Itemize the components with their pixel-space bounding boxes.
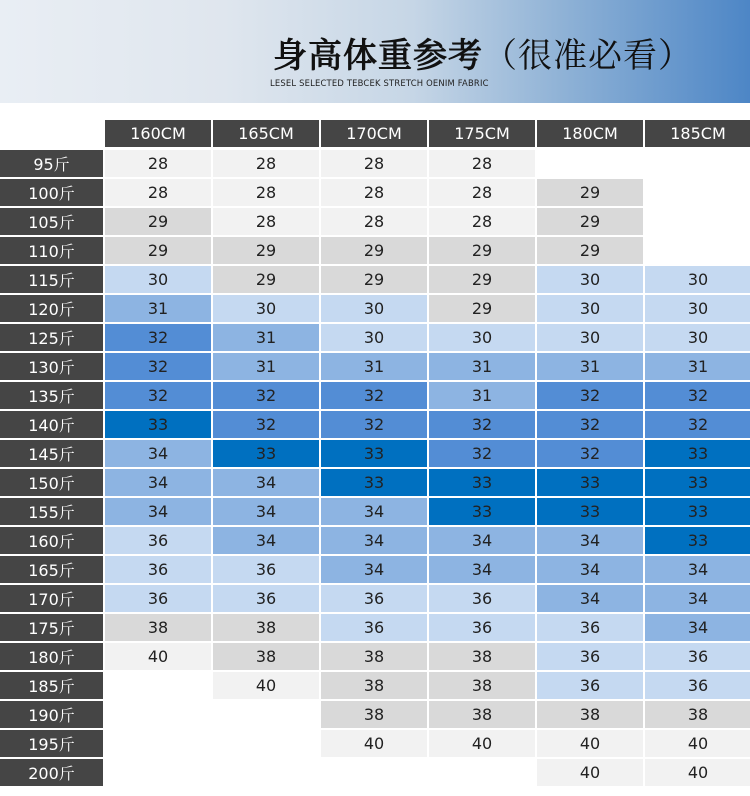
size-cell: 34 (429, 556, 535, 583)
size-cell (105, 701, 211, 728)
size-cell: 34 (645, 585, 750, 612)
size-cell: 29 (429, 237, 535, 264)
size-cell: 40 (105, 643, 211, 670)
weight-label-cell: 185斤 (0, 672, 103, 699)
size-cell: 36 (213, 585, 319, 612)
size-cell: 36 (321, 585, 427, 612)
size-cell: 36 (213, 556, 319, 583)
weight-label-cell: 115斤 (0, 266, 103, 293)
size-cell: 30 (105, 266, 211, 293)
size-cell: 33 (105, 411, 211, 438)
size-cell: 38 (537, 701, 643, 728)
size-cell: 38 (213, 643, 319, 670)
size-cell: 38 (429, 643, 535, 670)
size-cell: 32 (105, 324, 211, 351)
size-cell: 40 (537, 759, 643, 786)
height-header-cell: 160CM (105, 120, 211, 147)
size-cell: 29 (213, 237, 319, 264)
size-cell: 38 (321, 643, 427, 670)
size-cell: 40 (321, 730, 427, 757)
size-cell: 30 (537, 295, 643, 322)
size-cell: 31 (213, 353, 319, 380)
weight-label-cell: 135斤 (0, 382, 103, 409)
size-cell: 32 (645, 382, 750, 409)
size-cell: 31 (321, 353, 427, 380)
size-cell: 30 (537, 324, 643, 351)
size-cell: 28 (213, 208, 319, 235)
size-cell: 31 (213, 324, 319, 351)
size-cell: 30 (321, 295, 427, 322)
size-cell: 30 (645, 324, 750, 351)
size-cell: 34 (321, 556, 427, 583)
size-cell: 38 (321, 672, 427, 699)
size-cell (645, 179, 750, 206)
size-cell: 34 (537, 585, 643, 612)
size-cell: 38 (429, 701, 535, 728)
size-cell: 29 (105, 237, 211, 264)
size-cell: 29 (537, 208, 643, 235)
size-cell (645, 150, 750, 177)
size-cell (645, 237, 750, 264)
size-cell (105, 672, 211, 699)
size-cell: 34 (321, 527, 427, 554)
size-cell: 32 (105, 353, 211, 380)
size-cell: 31 (429, 382, 535, 409)
weight-label-cell: 175斤 (0, 614, 103, 641)
size-cell: 40 (537, 730, 643, 757)
size-cell: 30 (429, 324, 535, 351)
size-cell: 36 (645, 643, 750, 670)
size-cell: 40 (213, 672, 319, 699)
size-cell: 30 (645, 295, 750, 322)
size-cell: 32 (537, 382, 643, 409)
size-cell: 34 (105, 469, 211, 496)
size-cell: 29 (321, 237, 427, 264)
size-cell: 38 (213, 614, 319, 641)
size-cell: 38 (105, 614, 211, 641)
size-cell: 32 (213, 411, 319, 438)
size-cell: 32 (321, 382, 427, 409)
size-cell: 32 (537, 411, 643, 438)
size-cell: 33 (645, 440, 750, 467)
height-header-cell: 170CM (321, 120, 427, 147)
size-cell: 28 (321, 208, 427, 235)
size-cell: 36 (105, 585, 211, 612)
size-cell: 34 (213, 469, 319, 496)
size-cell: 29 (105, 208, 211, 235)
size-cell (213, 701, 319, 728)
size-cell: 28 (429, 208, 535, 235)
title-banner (0, 0, 750, 103)
size-cell: 32 (321, 411, 427, 438)
size-cell (645, 208, 750, 235)
size-cell: 30 (537, 266, 643, 293)
size-cell: 34 (213, 527, 319, 554)
size-cell: 34 (645, 614, 750, 641)
size-cell: 32 (213, 382, 319, 409)
weight-label-cell: 180斤 (0, 643, 103, 670)
size-cell: 36 (105, 527, 211, 554)
size-cell: 28 (429, 150, 535, 177)
size-cell: 31 (429, 353, 535, 380)
size-cell: 29 (429, 295, 535, 322)
size-cell: 40 (645, 759, 750, 786)
size-cell: 29 (537, 179, 643, 206)
size-cell (321, 759, 427, 786)
weight-label-cell: 160斤 (0, 527, 103, 554)
size-cell: 28 (105, 150, 211, 177)
size-cell (537, 150, 643, 177)
size-cell: 34 (105, 498, 211, 525)
size-cell: 33 (321, 440, 427, 467)
size-cell (105, 759, 211, 786)
size-cell: 34 (537, 527, 643, 554)
size-cell: 36 (537, 643, 643, 670)
size-cell: 33 (537, 498, 643, 525)
weight-label-cell: 170斤 (0, 585, 103, 612)
size-cell: 30 (645, 266, 750, 293)
size-cell: 28 (213, 150, 319, 177)
weight-label-cell: 150斤 (0, 469, 103, 496)
size-cell: 36 (321, 614, 427, 641)
size-cell: 32 (537, 440, 643, 467)
size-cell: 34 (645, 556, 750, 583)
size-cell: 29 (429, 266, 535, 293)
title-sub: （很准必看） (483, 36, 693, 76)
size-cell (429, 759, 535, 786)
weight-label-cell: 100斤 (0, 179, 103, 206)
size-cell: 28 (429, 179, 535, 206)
size-cell: 33 (321, 469, 427, 496)
size-cell: 31 (645, 353, 750, 380)
size-cell: 33 (645, 469, 750, 496)
size-cell: 32 (105, 382, 211, 409)
title-caption: LESEL SELECTED TEBCEK STRETCH OENIM FABRIC (270, 78, 489, 88)
size-cell: 36 (537, 614, 643, 641)
size-cell: 32 (429, 411, 535, 438)
size-cell: 29 (537, 237, 643, 264)
weight-label-cell: 190斤 (0, 701, 103, 728)
size-cell: 28 (213, 179, 319, 206)
weight-label-cell: 95斤 (0, 150, 103, 177)
size-cell: 38 (429, 672, 535, 699)
size-cell: 28 (321, 150, 427, 177)
weight-label-cell: 140斤 (0, 411, 103, 438)
weight-label-cell: 145斤 (0, 440, 103, 467)
weight-label-cell: 130斤 (0, 353, 103, 380)
size-cell: 29 (213, 266, 319, 293)
size-cell: 36 (537, 672, 643, 699)
size-cell: 40 (645, 730, 750, 757)
size-cell: 32 (429, 440, 535, 467)
size-cell: 36 (429, 614, 535, 641)
size-cell: 34 (321, 498, 427, 525)
size-cell: 28 (105, 179, 211, 206)
size-cell (213, 759, 319, 786)
weight-label-cell: 120斤 (0, 295, 103, 322)
page-title (273, 28, 693, 77)
size-cell: 34 (105, 440, 211, 467)
size-cell: 28 (321, 179, 427, 206)
size-cell: 31 (537, 353, 643, 380)
size-cell: 30 (213, 295, 319, 322)
size-cell: 33 (213, 440, 319, 467)
height-header-cell: 180CM (537, 120, 643, 147)
size-cell: 36 (429, 585, 535, 612)
size-cell: 38 (321, 701, 427, 728)
size-cell: 36 (645, 672, 750, 699)
size-cell: 33 (429, 498, 535, 525)
size-cell (105, 730, 211, 757)
height-header-cell: 175CM (429, 120, 535, 147)
size-cell: 30 (321, 324, 427, 351)
weight-label-cell: 200斤 (0, 759, 103, 786)
size-cell: 36 (105, 556, 211, 583)
title-main: 身高体重参考 (273, 36, 483, 76)
weight-label-cell: 125斤 (0, 324, 103, 351)
size-cell: 34 (537, 556, 643, 583)
size-cell: 34 (429, 527, 535, 554)
weight-label-cell: 105斤 (0, 208, 103, 235)
weight-label-cell: 155斤 (0, 498, 103, 525)
size-cell: 32 (645, 411, 750, 438)
size-cell: 33 (537, 469, 643, 496)
size-cell: 38 (645, 701, 750, 728)
size-cell: 34 (213, 498, 319, 525)
size-cell: 29 (321, 266, 427, 293)
height-header-cell: 165CM (213, 120, 319, 147)
height-header-cell: 185CM (645, 120, 750, 147)
size-cell: 40 (429, 730, 535, 757)
size-cell: 33 (429, 469, 535, 496)
weight-label-cell: 165斤 (0, 556, 103, 583)
size-cell: 33 (645, 498, 750, 525)
size-cell: 33 (645, 527, 750, 554)
weight-label-cell: 195斤 (0, 730, 103, 757)
size-cell (213, 730, 319, 757)
size-cell: 31 (105, 295, 211, 322)
weight-label-cell: 110斤 (0, 237, 103, 264)
